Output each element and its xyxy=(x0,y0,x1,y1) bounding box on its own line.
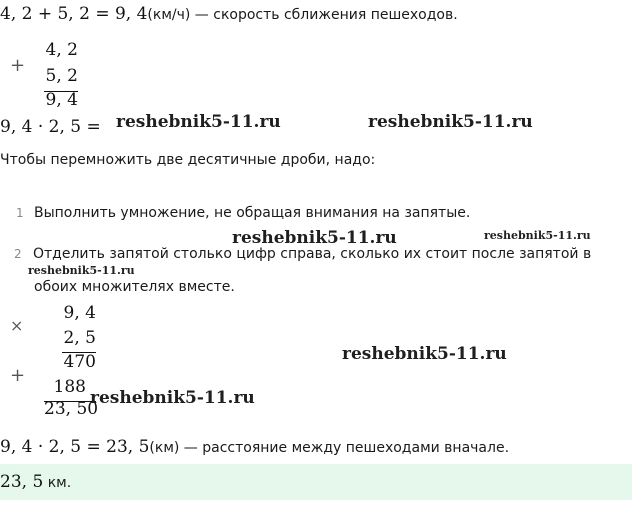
step-text: Выполнить умножение, не обращая внимания на запятые. xyxy=(34,205,471,221)
watermark-2: reshebnik5-11.ru xyxy=(368,112,533,132)
product-line: 9, 4 · 2, 5 = xyxy=(0,117,101,137)
answer-line xyxy=(0,472,71,492)
multiplication-result: 23, 50 xyxy=(44,399,99,419)
sum-expression: 4, 2 + 5, 2 = 9, 4 xyxy=(0,4,148,24)
rule-intro: Чтобы перемножить две десятичные дроби, надо: xyxy=(0,152,376,168)
watermark-5: reshebnik5-11.ru xyxy=(28,264,135,277)
plus-sign: + xyxy=(10,55,26,76)
step-text-continuation: обоих множителях вместе. xyxy=(34,279,235,295)
final-line xyxy=(0,437,509,457)
watermark-1: reshebnik5-11.ru xyxy=(116,112,281,132)
answer-value: 23, 5 xyxy=(0,472,44,492)
sum-description: (км/ч) — скорость сближения пешеходов. xyxy=(147,7,458,23)
addition-result: 9, 4 xyxy=(45,90,78,110)
watermark-7: reshebnik5-11.ru xyxy=(90,388,255,408)
plus-sign-2: + xyxy=(10,365,26,386)
addend-1: 4, 2 xyxy=(45,40,78,60)
factor-1: 9, 4 xyxy=(63,303,96,323)
watermark-6: reshebnik5-11.ru xyxy=(342,344,507,364)
factor-2: 2, 5 xyxy=(63,328,96,348)
watermark-4: reshebnik5-11.ru xyxy=(484,229,591,242)
step-text: Отделить запятой столько цифр справа, сколько их стоит после запятой в xyxy=(33,246,592,262)
times-sign: × xyxy=(10,316,24,335)
final-description: (км) — расстояние между пешеходами вначале. xyxy=(149,440,510,456)
partial-product-2: 188 xyxy=(53,377,86,397)
step-number: 2 xyxy=(14,247,22,261)
addend-2: 5, 2 xyxy=(45,66,78,86)
step-number: 1 xyxy=(16,206,24,220)
watermark-3: reshebnik5-11.ru xyxy=(232,228,397,248)
answer-unit: км. xyxy=(47,475,72,491)
partial-product-1: 470 xyxy=(63,352,96,372)
sum-line xyxy=(0,4,458,24)
answer-box xyxy=(0,464,632,500)
final-expression: 9, 4 · 2, 5 = 23, 5 xyxy=(0,437,150,457)
